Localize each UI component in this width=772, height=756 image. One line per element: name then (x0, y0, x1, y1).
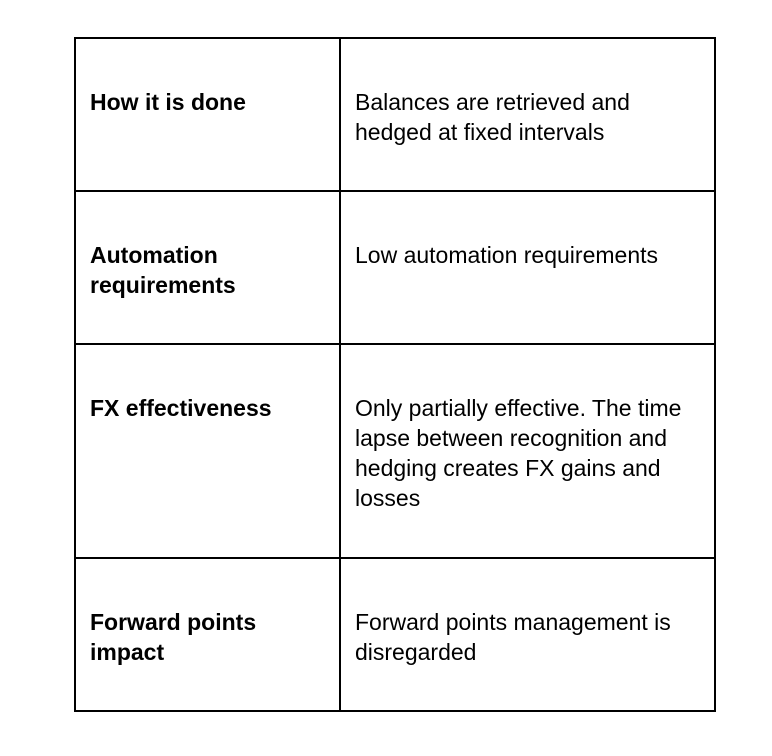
table-row (75, 558, 715, 711)
row-value: Balances are retrieved and hedged at fixed intervals (340, 38, 715, 191)
comparison-table (74, 37, 716, 712)
table-row (75, 191, 715, 344)
row-label: Automation requirements (75, 191, 340, 344)
row-label: How it is done (75, 38, 340, 191)
table-row (75, 38, 715, 191)
row-label: Forward points impact (75, 558, 340, 711)
table-row (75, 344, 715, 558)
row-value: Low automation requirements (340, 191, 715, 344)
row-value: Forward points management is disregarded (340, 558, 715, 711)
row-label: FX effectiveness (75, 344, 340, 558)
row-value: Only partially effective. The time lapse between recognition and hedging creates FX gains and losses (340, 344, 715, 558)
